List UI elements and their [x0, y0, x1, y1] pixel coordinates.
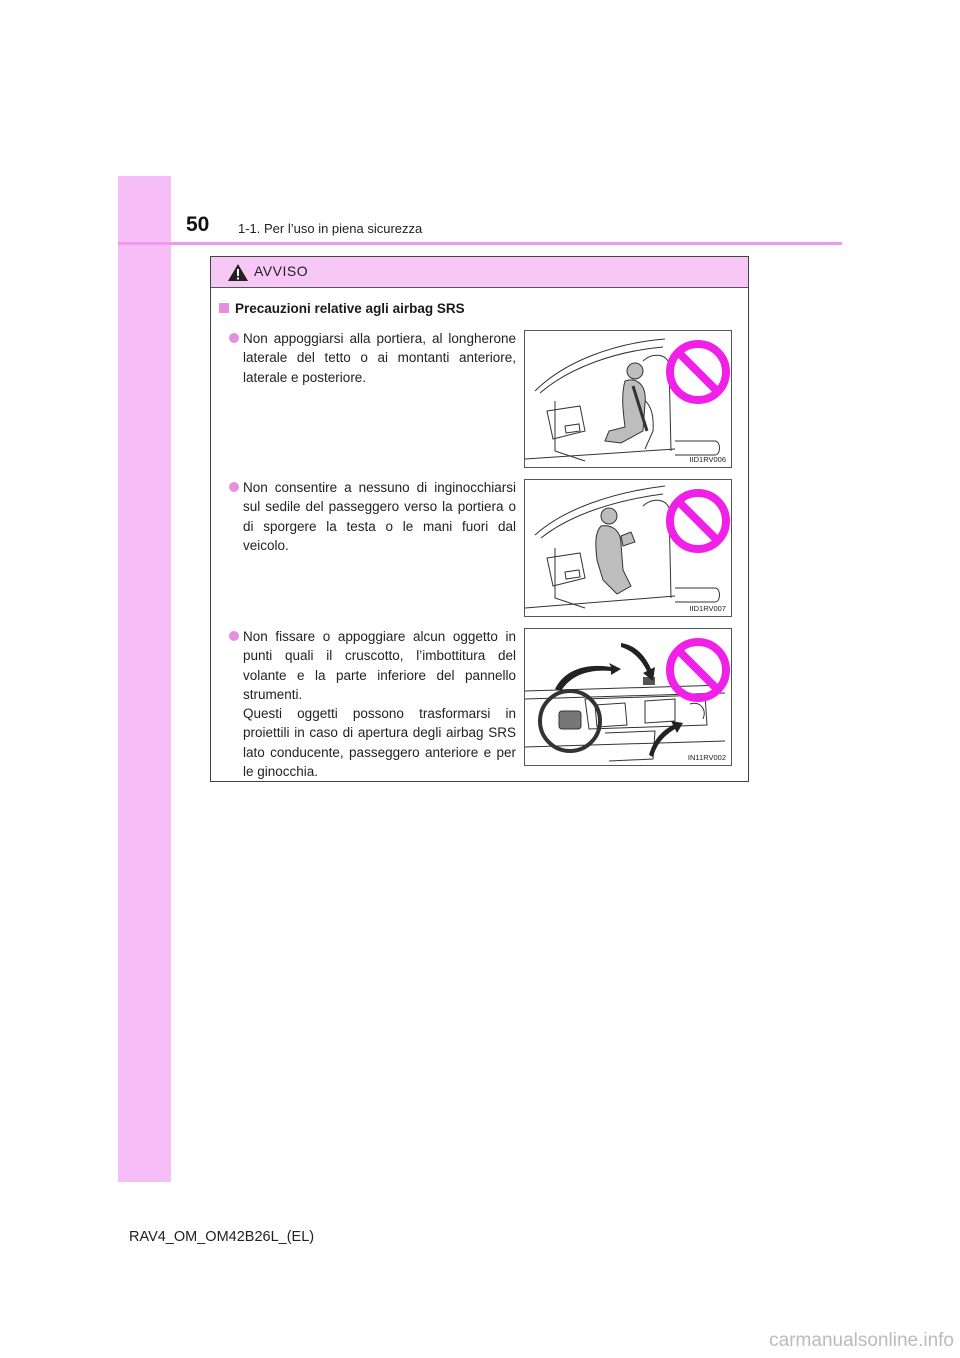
figure-code: IID1RV007 — [689, 604, 726, 613]
list-item — [229, 478, 516, 555]
header-rule — [118, 242, 842, 245]
item-text: Non appoggiarsi alla portiera, al longherone laterale del tetto o ai montanti anteriore, laterale e posteriore. — [243, 331, 516, 385]
figure-code: IID1RV006 — [689, 455, 726, 464]
document-id: RAV4_OM_OM42B26L_(EL) — [129, 1229, 315, 1245]
item-text: Non fissare o appoggiare alcun oggetto in punti quali il cruscotto, l’imbottitura del volante e la parte inferiore del pannello strumenti. — [243, 629, 516, 702]
figure-illustration — [524, 628, 732, 766]
prohibition-icon — [663, 486, 732, 556]
round-bullet-icon — [229, 631, 239, 641]
item-text-continued: Questi oggetti possono trasformarsi in proiettili in caso di apertura degli airbag SRS lato conducente, passeggero anteriore e per le ginocchia. — [243, 706, 516, 780]
figure-illustration — [524, 479, 732, 617]
round-bullet-icon — [229, 333, 239, 343]
subheading — [219, 301, 465, 316]
warning-triangle-icon — [227, 263, 249, 282]
warning-header — [211, 257, 748, 288]
square-bullet-icon — [219, 303, 229, 313]
item-text: Non consentire a nessuno di inginocchiarsi sul sedile del passeggero verso la portiera o di sporgere la testa o le mani fuori dal veicolo. — [243, 480, 516, 553]
round-bullet-icon — [229, 482, 239, 492]
warning-label: AVVISO — [254, 263, 309, 279]
watermark: carmanualsonline.info — [769, 1330, 954, 1351]
list-item — [229, 627, 516, 781]
figure-illustration — [524, 330, 732, 468]
side-tab-band — [118, 176, 171, 1182]
prohibition-icon — [663, 337, 732, 407]
section-title: 1-1. Per l’uso in piena sicurezza — [238, 221, 423, 236]
list-item — [229, 329, 516, 387]
subheading-text: Precauzioni relative agli airbag SRS — [235, 301, 465, 316]
page-number: 50 — [186, 213, 210, 236]
figure-code: IN11RV002 — [687, 753, 726, 762]
prohibition-icon — [663, 635, 732, 705]
warning-box — [210, 256, 749, 782]
